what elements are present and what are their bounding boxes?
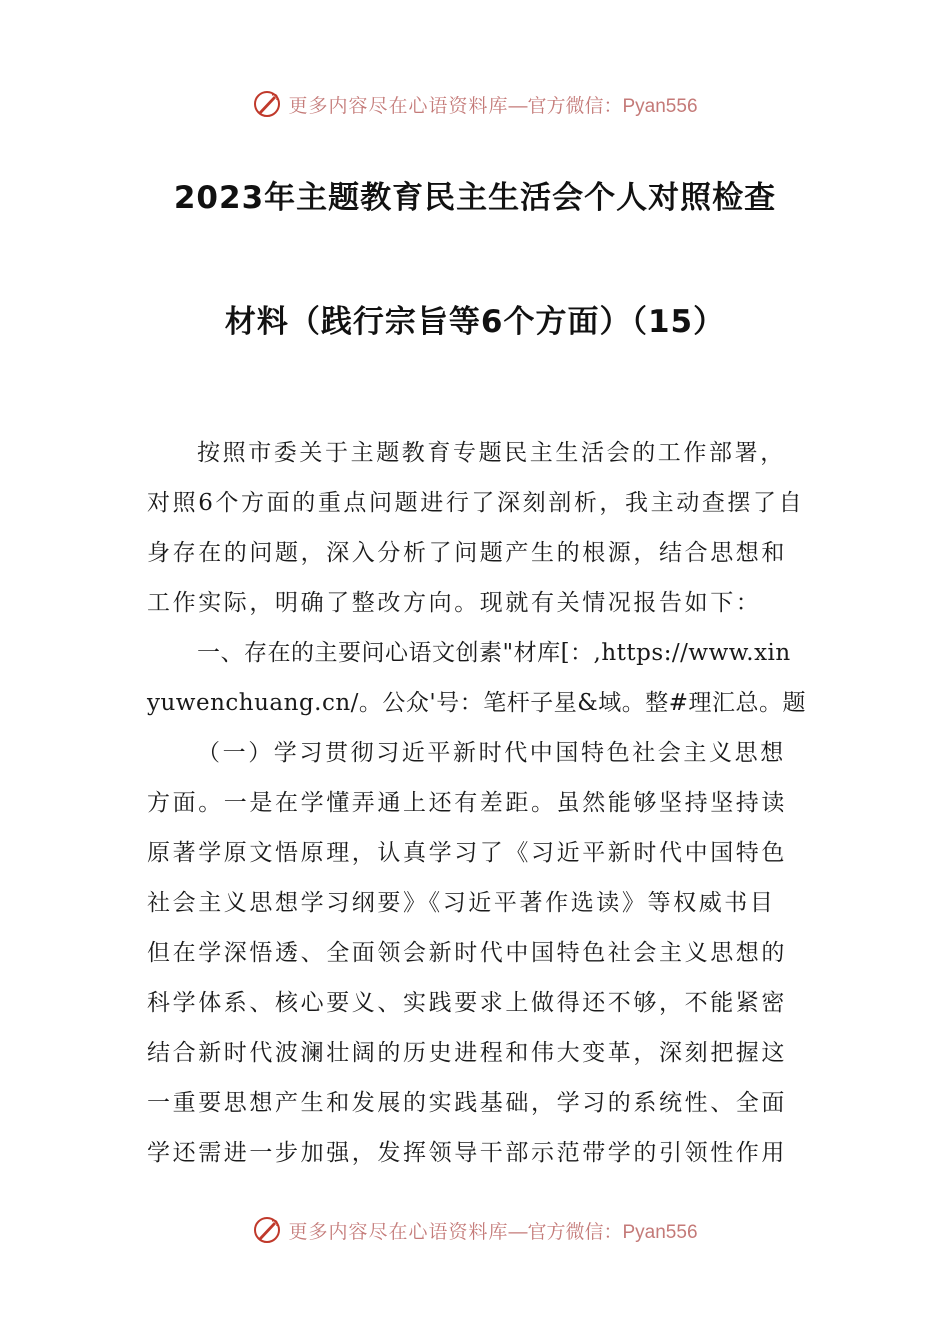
body-line: 科学体系、核心要义、实践要求上做得还不够，不能紧密 [147,990,787,1016]
footer-watermark-banner [0,1210,950,1250]
document-title-line-1: 2023年主题教育民主生活会个人对照检查 [173,180,777,216]
body-line: 原著学原文悟原理，认真学习了《习近平新时代中国特色 [147,840,787,866]
document-body [147,436,807,1186]
body-line: 一、存在的主要问心语文创素"材库[：,https://www.xin [197,640,791,666]
banner-contact: —官方微信：Pyan556 [508,95,698,117]
banner-text: 更多内容尽在心语资料库 [288,1220,509,1243]
body-line: 社会主义思想学习纲要》《习近平著作选读》等权威书目 [147,890,776,916]
body-line: 按照市委关于主题教育专题民主生活会的工作部署， [197,440,786,466]
body-line: 一重要思想产生和发展的实践基础，学习的系统性、全面 [147,1090,787,1116]
body-line: 结合新时代波澜壮阔的历史进程和伟大变革，深刻把握这 [147,1040,787,1066]
body-line: 方面。一是在学懂弄通上还有差距。虽然能够坚持坚持读 [147,790,787,816]
banner-contact: —官方微信：Pyan556 [508,1221,698,1243]
body-line: 学还需进一步加强，发挥领导干部示范带学的引领性作用 [147,1140,787,1166]
body-line: （一）学习贯彻习近平新时代中国特色社会主义思想 [197,740,786,766]
body-line: 工作实际，明确了整改方向。现就有关情况报告如下： [147,590,762,616]
quill-logo-icon [252,89,282,119]
header-watermark-banner [0,84,950,124]
body-line: 身存在的问题，深入分析了问题产生的根源，结合思想和 [147,540,787,566]
body-line: 但在学深悟透、全面领会新时代中国特色社会主义思想的 [147,940,787,966]
body-line: yuwenchuang.cn/。公众'号：笔杆子星&域。整#理汇总。题 [147,690,806,716]
banner-text: 更多内容尽在心语资料库 [288,94,509,117]
quill-logo-icon [252,1215,282,1245]
document-title-line-2: 材料（践行宗旨等6个方面）（15） [224,304,726,340]
body-line: 对照6个方面的重点问题进行了深刻剖析，我主动查摆了自 [147,490,805,516]
